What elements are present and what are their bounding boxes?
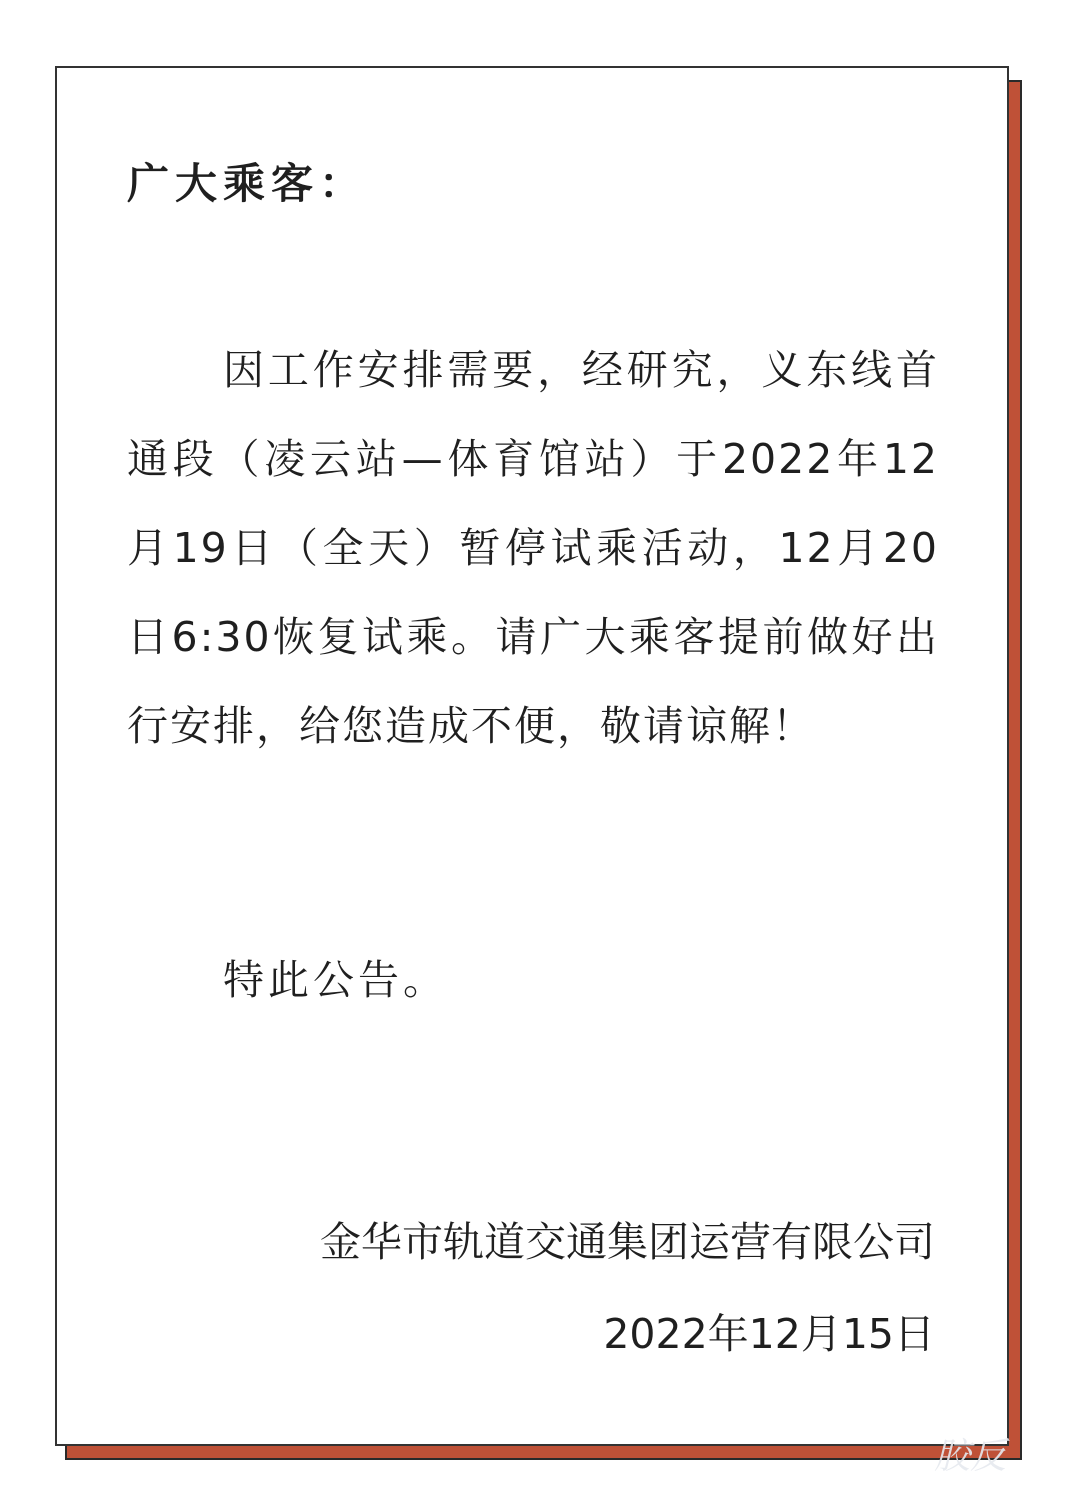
notice-card: [55, 66, 1009, 1446]
salutation: 广大乘客：: [127, 159, 368, 208]
notice-body: 因工作安排需要，经研究，义东线首通段（凌云站—体育馆站）于2022年12月19日（全天）暂停试乘活动，12月20日6:30恢复试乘。请广大乘客提前做好出行安排，给您造成不便，敬请谅解！: [127, 346, 939, 750]
watermark: 胶反: [934, 1436, 1007, 1477]
issue-date: 2022年12月15日: [603, 1310, 935, 1358]
issuer-name: 金华市轨道交通集团运营有限公司: [320, 1218, 935, 1266]
closing-line: 特此公告。: [223, 956, 448, 1004]
